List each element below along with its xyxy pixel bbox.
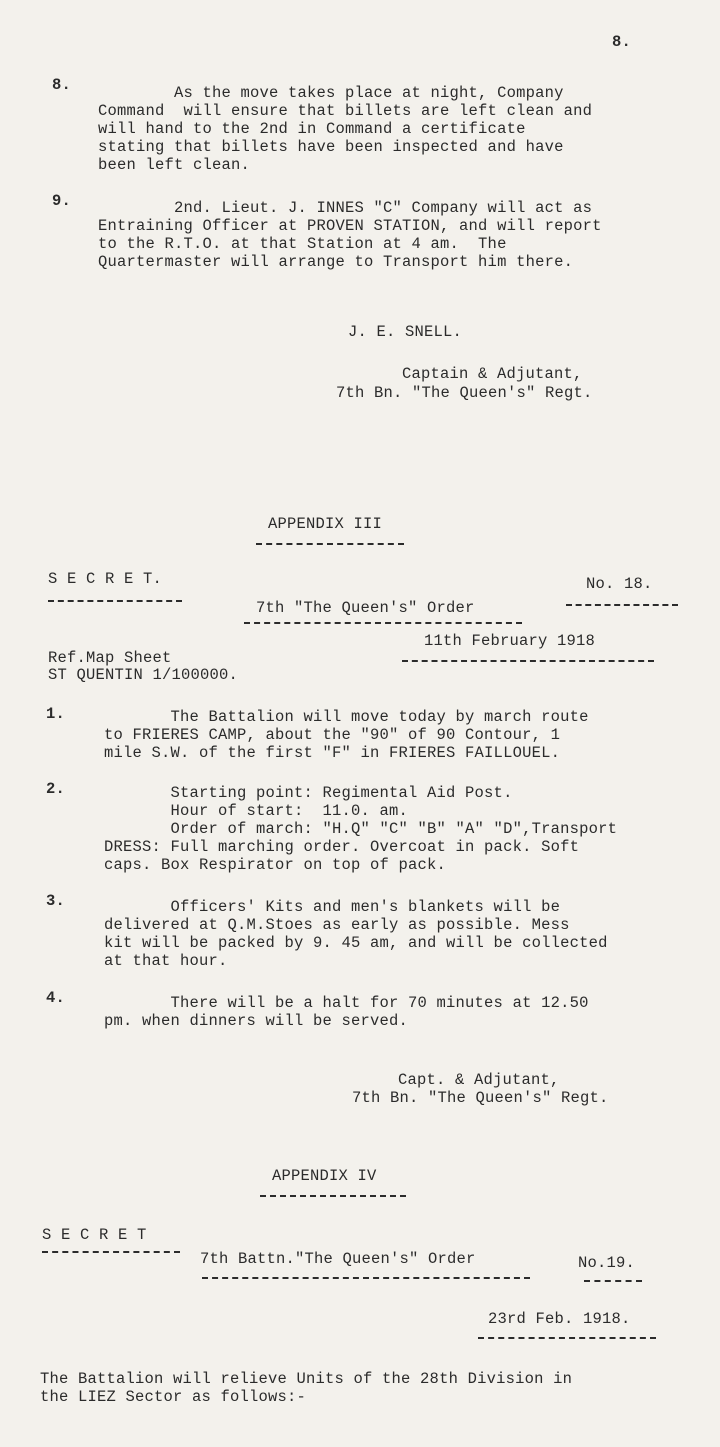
signature-name: J. E. SNELL. <box>348 323 463 341</box>
appendix3-para2-line: Order of march: "H.Q" "C" "B" "A" "D",Transport <box>104 820 618 838</box>
appendix3-order-title-underline <box>244 622 522 624</box>
appendix3-para1-number: 1. <box>46 705 66 723</box>
appendix4-order-no: No.19. <box>578 1254 636 1272</box>
appendix3-date-underline <box>402 660 654 662</box>
para8-number: 8. <box>52 76 72 94</box>
appendix3-order-title: 7th "The Queen's" Order <box>256 599 475 617</box>
para9-line: Quartermaster will arrange to Transport him there. <box>98 253 574 271</box>
appendix4-secret: S E C R E T <box>42 1226 147 1244</box>
appendix3-para3-line: Officers' Kits and men's blankets will be <box>104 898 561 916</box>
appendix3-para2-line: Hour of start: 11.0. am. <box>104 802 409 820</box>
appendix3-heading-underline <box>256 543 404 545</box>
appendix4-heading-underline <box>260 1195 406 1197</box>
appendix4-order-no-underline <box>584 1280 642 1282</box>
appendix3-para3-line: at that hour. <box>104 952 228 970</box>
appendix3-order-no: No. 18. <box>586 575 653 593</box>
para8-line: will hand to the 2nd in Command a certificate <box>98 120 526 138</box>
appendix3-heading: APPENDIX III <box>268 515 383 533</box>
appendix3-order-no-underline <box>566 604 678 606</box>
appendix4-date: 23rd Feb. 1918. <box>488 1310 631 1328</box>
appendix4-secret-underline <box>42 1251 180 1253</box>
page-number: 8. <box>612 33 632 51</box>
appendix3-signature-unit: 7th Bn. "The Queen's" Regt. <box>352 1089 609 1107</box>
para8-line: As the move takes place at night, Company <box>98 84 564 102</box>
para8-line: stating that billets have been inspected and have <box>98 138 564 156</box>
signature-unit: 7th Bn. "The Queen's" Regt. <box>336 384 593 402</box>
appendix3-para4-number: 4. <box>46 989 66 1007</box>
appendix3-para2-line: Starting point: Regimental Aid Post. <box>104 784 513 802</box>
appendix4-intro-line: the LIEZ Sector as follows:- <box>40 1388 307 1406</box>
appendix3-para4-line: pm. when dinners will be served. <box>104 1012 409 1030</box>
para9-line: Entraining Officer at PROVEN STATION, and will report <box>98 217 602 235</box>
appendix4-intro-line: The Battalion will relieve Units of the 28th Division in <box>40 1370 573 1388</box>
appendix3-ref-line2: ST QUENTIN 1/100000. <box>48 666 239 684</box>
appendix3-para2-line: DRESS: Full marching order. Overcoat in pack. Soft <box>104 838 580 856</box>
appendix3-secret-underline <box>48 600 182 602</box>
appendix3-ref-line1: Ref.Map Sheet <box>48 649 172 667</box>
appendix3-para1-line: The Battalion will move today by march route <box>104 708 589 726</box>
signature-title: Captain & Adjutant, <box>402 365 583 383</box>
appendix4-heading: APPENDIX IV <box>272 1167 377 1185</box>
appendix4-date-underline <box>478 1337 656 1339</box>
appendix3-signature-title: Capt. & Adjutant, <box>398 1071 560 1089</box>
appendix3-para1-line: mile S.W. of the first "F" in FRIERES FAILLOUEL. <box>104 744 561 762</box>
appendix3-para3-number: 3. <box>46 892 66 910</box>
appendix3-para2-line: caps. Box Respirator on top of pack. <box>104 856 447 874</box>
appendix3-para3-line: kit will be packed by 9. 45 am, and will be collected <box>104 934 608 952</box>
para9-line: to the R.T.O. at that Station at 4 am. The <box>98 235 507 253</box>
para8-line: Command will ensure that billets are left clean and <box>98 102 593 120</box>
para8-line: been left clean. <box>98 156 251 174</box>
para9-number: 9. <box>52 192 72 210</box>
appendix3-para2-number: 2. <box>46 780 66 798</box>
appendix4-order-title: 7th Battn."The Queen's" Order <box>200 1250 476 1268</box>
appendix3-date: 11th February 1918 <box>424 632 596 650</box>
appendix3-para3-line: delivered at Q.M.Stoes as early as possible. Mess <box>104 916 570 934</box>
appendix3-secret: S E C R E T. <box>48 570 163 588</box>
appendix3-para4-line: There will be a halt for 70 minutes at 12.50 <box>104 994 589 1012</box>
para9-line: 2nd. Lieut. J. INNES "C" Company will act as <box>98 199 593 217</box>
appendix3-para1-line: to FRIERES CAMP, about the "90" of 90 Contour, 1 <box>104 726 561 744</box>
appendix4-order-title-underline <box>202 1277 530 1279</box>
